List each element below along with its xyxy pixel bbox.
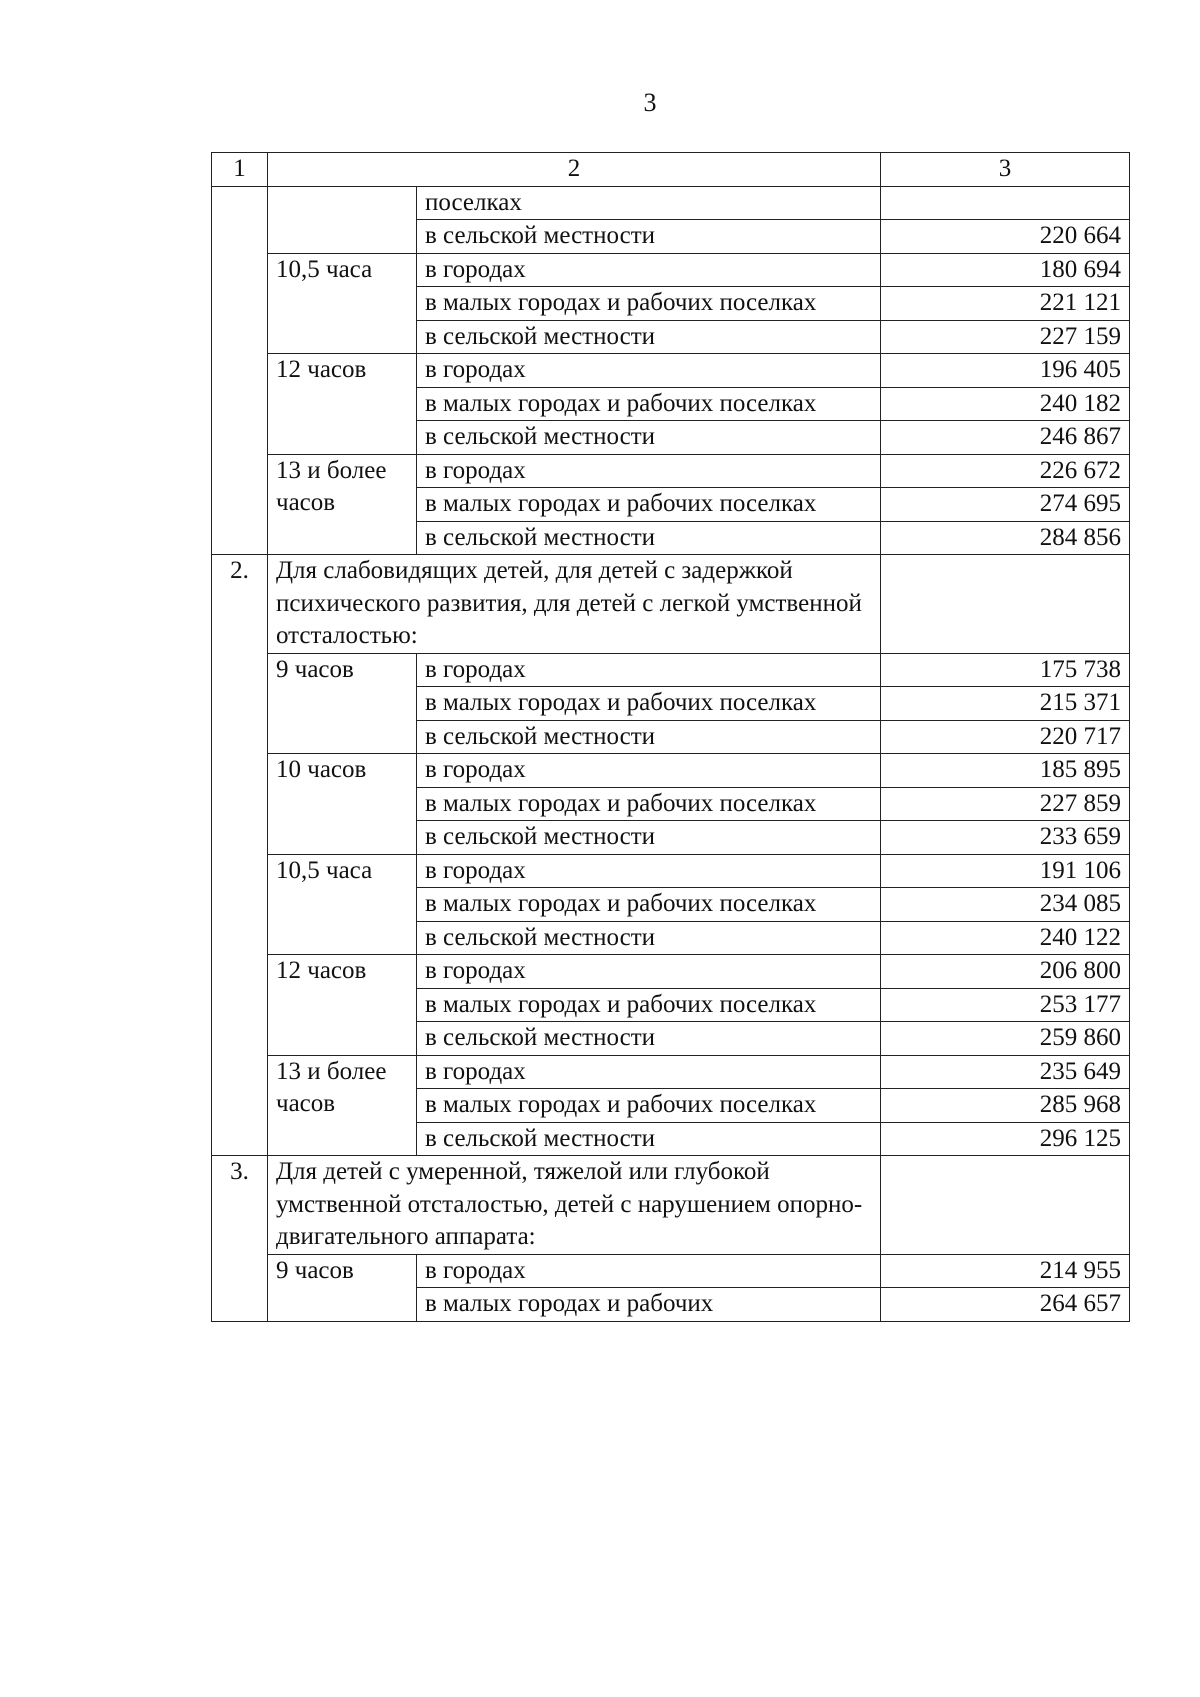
table-row [212, 854, 1130, 888]
place-cell: в сельской местности [417, 1022, 881, 1056]
hours-cell: 10,5 часа [268, 854, 417, 955]
value-cell [881, 555, 1130, 654]
page-number: 3 [643, 88, 657, 117]
value-cell: 214 955 [881, 1254, 1130, 1288]
value-cell: 285 968 [881, 1089, 1130, 1123]
value-cell: 185 895 [881, 754, 1130, 788]
section-title: Для детей с умеренной, тяжелой или глубокой умственной отсталостью, детей с нарушением опорно-двигательного аппарата: [268, 1156, 881, 1255]
table-row [212, 1055, 1130, 1089]
header-cell-3: 3 [881, 153, 1130, 187]
section-title-row [212, 555, 1130, 654]
hours-cell: 12 часов [268, 354, 417, 455]
place-cell: в сельской местности [417, 821, 881, 855]
place-cell: в сельской местности [417, 921, 881, 955]
hours-cell: 9 часов [268, 653, 417, 754]
value-cell: 215 371 [881, 687, 1130, 721]
table-row [212, 1254, 1130, 1288]
place-cell: в сельской местности [417, 421, 881, 455]
value-cell: 284 856 [881, 521, 1130, 555]
hours-cell: 13 и более часов [268, 454, 417, 555]
section-title: Для слабовидящих детей, для детей с задержкой психического развития, для детей с легкой умственной отсталостью: [268, 555, 881, 654]
place-cell: в малых городах и рабочих [417, 1288, 881, 1322]
place-cell: в городах [417, 955, 881, 989]
table-row [212, 454, 1130, 488]
value-cell: 227 859 [881, 787, 1130, 821]
place-cell: в городах [417, 354, 881, 388]
section-number: 2. [212, 555, 268, 1156]
value-cell: 259 860 [881, 1022, 1130, 1056]
section-title-row [212, 1156, 1130, 1255]
table-row [212, 955, 1130, 989]
value-cell: 220 664 [881, 220, 1130, 254]
place-cell: в малых городах и рабочих поселках [417, 988, 881, 1022]
value-cell: 226 672 [881, 454, 1130, 488]
value-cell: 296 125 [881, 1122, 1130, 1156]
value-cell [881, 186, 1130, 220]
hours-cell: 12 часов [268, 955, 417, 1056]
value-cell [881, 1156, 1130, 1255]
place-cell: в малых городах и рабочих поселках [417, 687, 881, 721]
place-cell: в сельской местности [417, 320, 881, 354]
place-cell: в малых городах и рабочих поселках [417, 488, 881, 522]
value-cell: 246 867 [881, 421, 1130, 455]
value-cell: 221 121 [881, 287, 1130, 321]
place-cell: в городах [417, 1055, 881, 1089]
header-cell-2: 2 [268, 153, 881, 187]
value-cell: 264 657 [881, 1288, 1130, 1322]
place-cell: в городах [417, 653, 881, 687]
place-cell: в городах [417, 854, 881, 888]
place-cell: в сельской местности [417, 1122, 881, 1156]
value-cell: 235 649 [881, 1055, 1130, 1089]
hours-cell: 13 и более часов [268, 1055, 417, 1156]
value-cell: 196 405 [881, 354, 1130, 388]
value-cell: 240 182 [881, 387, 1130, 421]
place-cell: в городах [417, 754, 881, 788]
place-cell: в сельской местности [417, 220, 881, 254]
value-cell: 206 800 [881, 955, 1130, 989]
place-cell: в сельской местности [417, 720, 881, 754]
table-row [212, 186, 1130, 220]
table-row [212, 253, 1130, 287]
place-cell: в сельской местности [417, 521, 881, 555]
place-cell: в малых городах и рабочих поселках [417, 387, 881, 421]
place-cell: поселках [417, 186, 881, 220]
hours-cell: 9 часов [268, 1254, 417, 1321]
tariff-table [211, 152, 1130, 1322]
value-cell: 234 085 [881, 888, 1130, 922]
value-cell: 191 106 [881, 854, 1130, 888]
place-cell: в городах [417, 454, 881, 488]
table-row [212, 754, 1130, 788]
value-cell: 240 122 [881, 921, 1130, 955]
hours-cell: 10 часов [268, 754, 417, 855]
hours-cell: 10,5 часа [268, 253, 417, 354]
place-cell: в малых городах и рабочих поселках [417, 287, 881, 321]
value-cell: 233 659 [881, 821, 1130, 855]
place-cell: в малых городах и рабочих поселках [417, 1089, 881, 1123]
section-number: 3. [212, 1156, 268, 1322]
place-cell: в малых городах и рабочих поселках [417, 888, 881, 922]
table-row [212, 354, 1130, 388]
value-cell: 274 695 [881, 488, 1130, 522]
header-row [212, 153, 1130, 187]
table-row [212, 653, 1130, 687]
header-cell-1: 1 [212, 153, 268, 187]
place-cell: в городах [417, 1254, 881, 1288]
place-cell: в малых городах и рабочих поселках [417, 787, 881, 821]
value-cell: 227 159 [881, 320, 1130, 354]
value-cell: 175 738 [881, 653, 1130, 687]
hours-cell [268, 186, 417, 253]
value-cell: 253 177 [881, 988, 1130, 1022]
place-cell: в городах [417, 253, 881, 287]
value-cell: 180 694 [881, 253, 1130, 287]
value-cell: 220 717 [881, 720, 1130, 754]
section-number-cell [212, 186, 268, 555]
